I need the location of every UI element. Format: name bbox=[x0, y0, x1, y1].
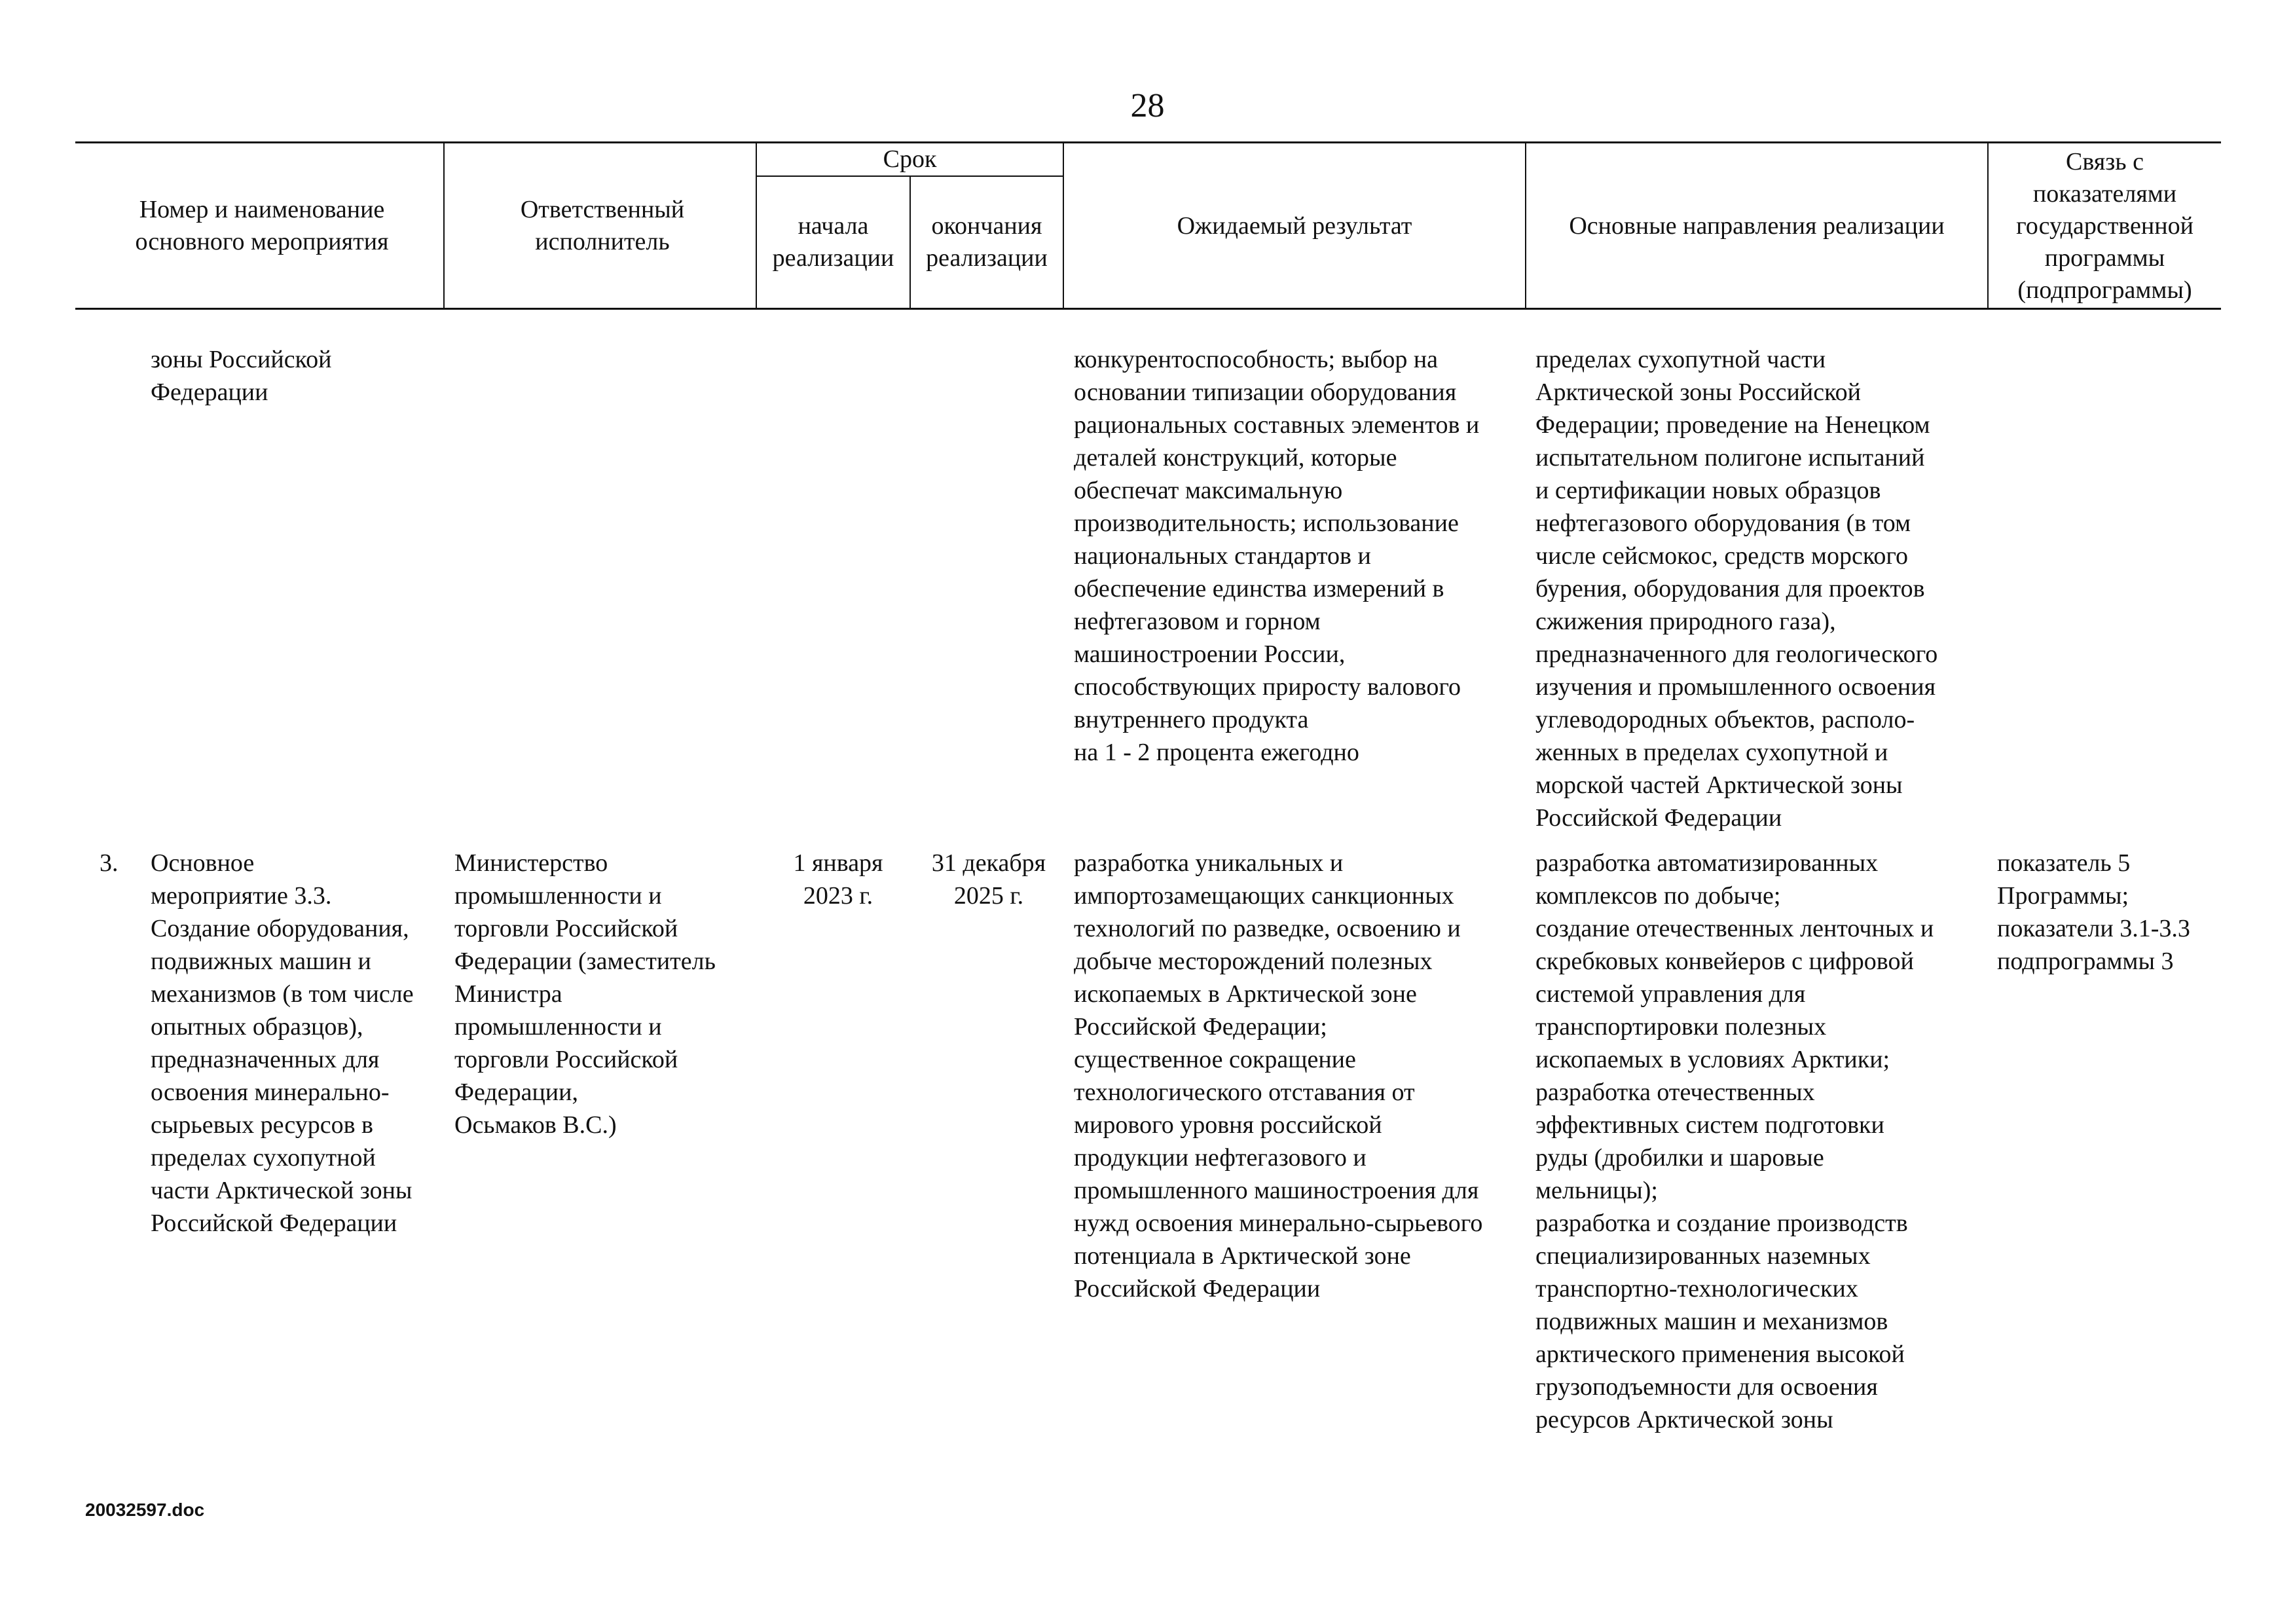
row-number: 3. bbox=[100, 849, 119, 877]
row-executor: Министерство промышленности и торговли Российской Федерации (заместитель Министра промышленности и торговли Российской Федерации, Осьмаков В.С.) bbox=[454, 849, 716, 1139]
header-bottom-rule bbox=[75, 308, 2221, 310]
row-name: Основное мероприятие 3.3. Создание оборудования, подвижных машин и механизмов (в том числе опытных образцов), предназначенных для освоения минерально- сырьевых ресурсов в пределах сухопутной части Арктической зоны Российской Федерации bbox=[151, 849, 414, 1237]
header-top-rule bbox=[75, 141, 2221, 143]
row-start-date: 1 января 2023 г. bbox=[793, 849, 883, 910]
col-divider bbox=[443, 141, 445, 309]
row-result: конкурентоспособность; выбор на основании типизации оборудования рациональных составных элементов и деталей конструкций, которые обеспечат максимальную производительность; использование национальных стандартов и обеспечение единства измерений в нефтегазовом и горном машиностроении России, способствующих приросту валового внутреннего продукта на 1 - 2 процента ежегодно bbox=[1074, 346, 1480, 766]
header-col-link: Связь с показателями государственной программы (подпрограммы) bbox=[2016, 147, 2194, 304]
page-number: 28 bbox=[1130, 87, 1165, 124]
header-srok: Срок bbox=[883, 145, 937, 173]
row-directions: пределах сухопутной части Арктической зоны Российской Федерации; проведение на Ненецком испытательном полигоне испытаний и сертификации новых образцов нефтегазового оборудования (в том числе сейсмокос, средств морского бурения, оборудования для проектов сжижения природного газа), предназначенного для геологического изучения и промышленного освоения углеводородных объектов, располо- женных в пределах сухопутной и морской частей Арктической зоны Российской Федерации bbox=[1535, 346, 1938, 832]
row-result: разработка уникальных и импортозамещающих санкционных технологий по разведке, освоению и добыче месторождений полезных ископаемых в Арктической зоне Российской Федерации; существенное сокращение технологического отставания от мирового уровня российской продукции нефтегазового и промышленного машиностроения для нужд освоения минерально-сырьевого потенциала в Арктической зоне Российской Федерации bbox=[1074, 849, 1483, 1302]
file-name-footer: 20032597.doc bbox=[85, 1500, 205, 1520]
row-indicator-link: показатель 5 Программы; показатели 3.1-3.3 подпрограммы 3 bbox=[1997, 849, 2190, 975]
header-col-directions: Основные направления реализации bbox=[1569, 212, 1945, 240]
row-directions: разработка автоматизированных комплексов по добыче; создание отечественных ленточных и скребковых конвейеров с цифровой системой управления для транспортировки полезных ископаемых в условиях Арктики; разработка отечественных эффективных систем подготовки руды (дробилки и шаровые мельницы); разработка и создание производств специализированных наземных транспортно-технологических подвижных машин и механизмов арктического применения высокой грузоподъемности для освоения ресурсов Арктической зоны bbox=[1535, 849, 1934, 1433]
header-col-end: окончания реализации bbox=[926, 212, 1048, 272]
header-col-result: Ожидаемый результат bbox=[1177, 212, 1412, 240]
header-col-start: начала реализации bbox=[772, 212, 894, 272]
header-col-executor: Ответственный исполнитель bbox=[520, 196, 685, 255]
header-col-name: Номер и наименование основного мероприятия bbox=[135, 196, 389, 255]
row-name: зоны Российской Федерации bbox=[151, 346, 332, 406]
row-end-date: 31 декабря 2025 г. bbox=[931, 849, 1046, 910]
